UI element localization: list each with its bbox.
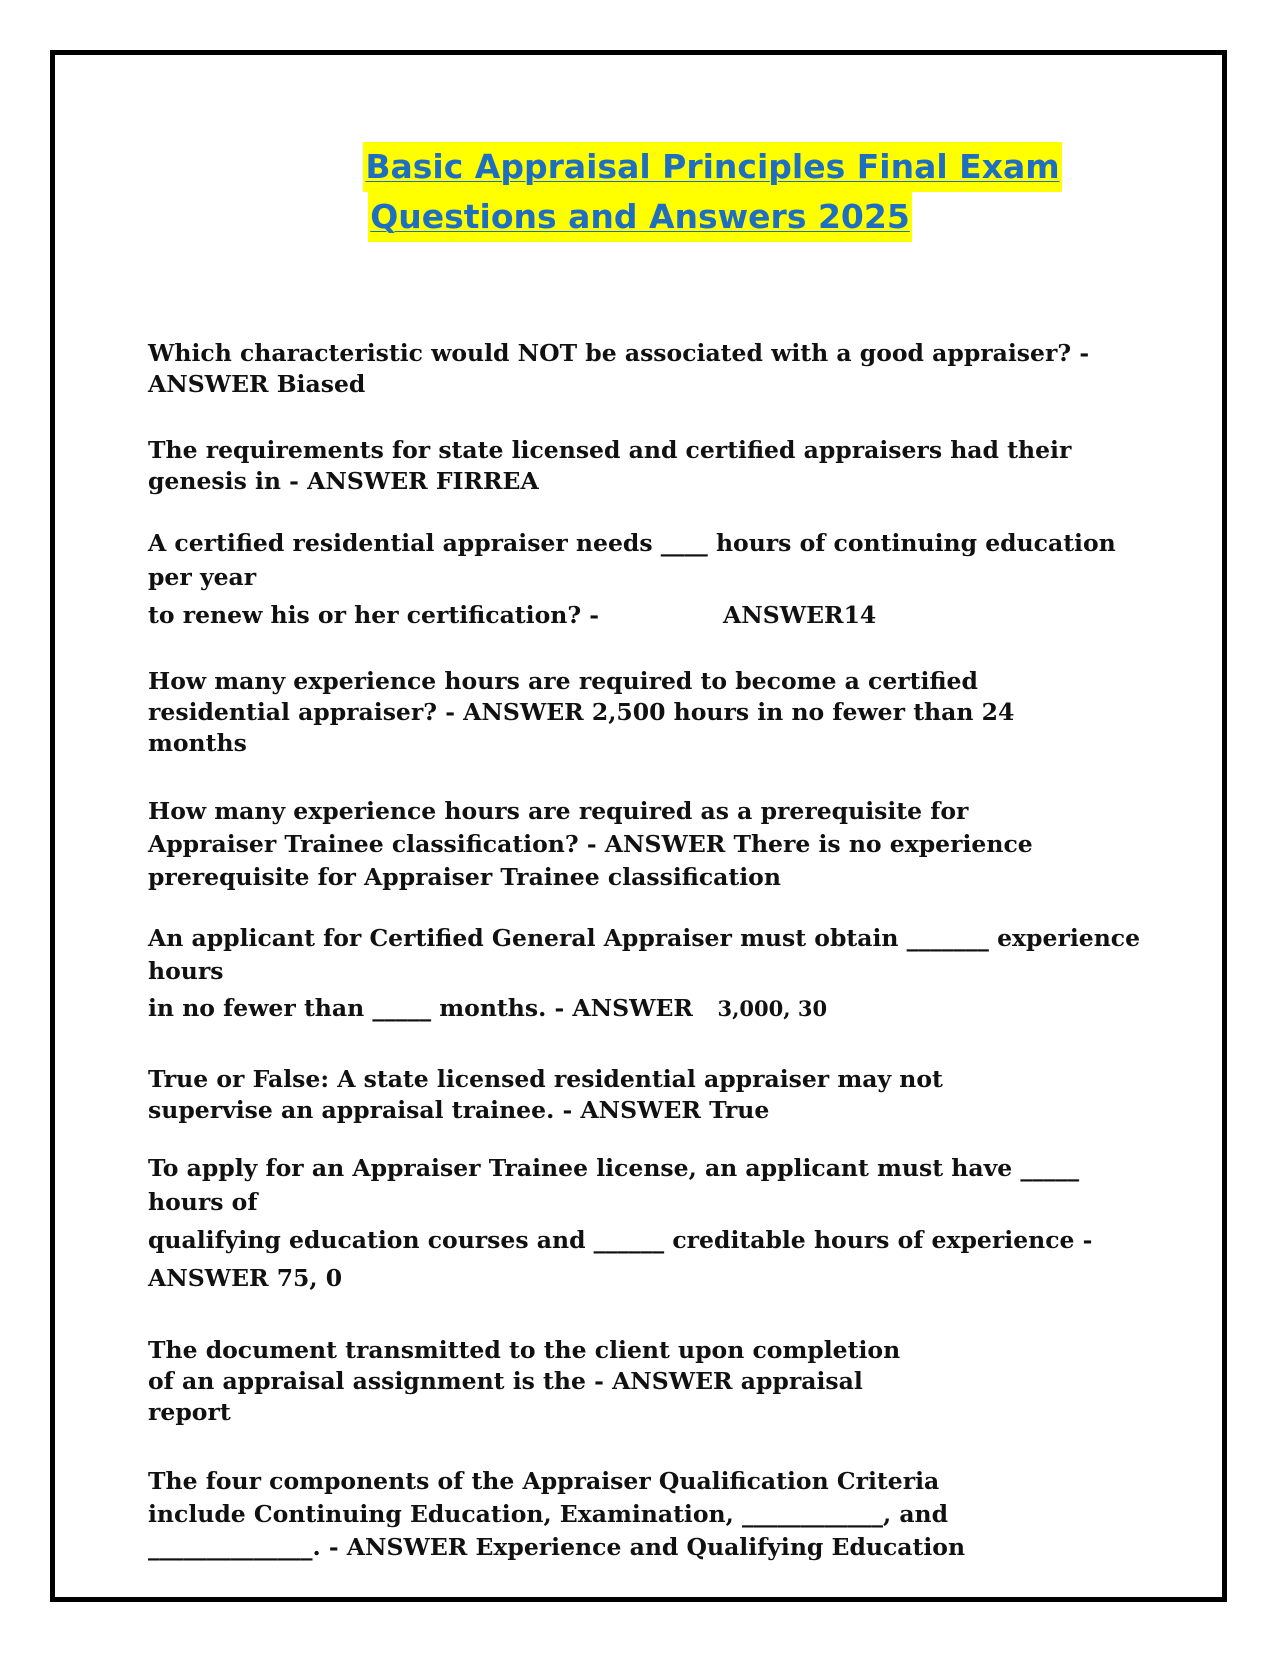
qa-item-3 xyxy=(148,526,1116,632)
answer-text: ANSWER 75, 0 xyxy=(148,1264,343,1292)
question-text: per year xyxy=(148,563,257,591)
question-text: residential appraiser? - ANSWER 2,500 hours in no fewer than 24 xyxy=(148,698,1015,726)
qa-item-7 xyxy=(148,1064,1088,1126)
question-text xyxy=(148,598,1088,632)
question-text: hours of xyxy=(148,1188,258,1216)
question-text: How many experience hours are required as a prerequisite for xyxy=(148,797,969,825)
answer-text: months xyxy=(148,729,247,757)
answer-text: ANSWER14 xyxy=(723,601,877,629)
question-text xyxy=(148,992,1088,1025)
qa-item-4 xyxy=(148,666,1088,759)
title-line-2: Questions and Answers 2025 xyxy=(368,192,912,242)
answer-text: ______________. - ANSWER Experience and Qualifying Education xyxy=(148,1533,966,1561)
qa-item-1 xyxy=(148,338,1088,400)
document-title xyxy=(0,142,1280,242)
answer-text: supervise an appraisal trainee. - ANSWER True xyxy=(148,1096,770,1124)
qa-item-6 xyxy=(148,922,1141,1025)
question-text: Which characteristic would NOT be associated with a good appraiser? - xyxy=(148,339,1090,367)
qa-item-8 xyxy=(148,1151,1093,1295)
question-text: hours xyxy=(148,957,224,985)
qa-item-10 xyxy=(148,1465,1088,1564)
title-line-1: Basic Appraisal Principles Final Exam xyxy=(363,142,1061,192)
qa-item-5 xyxy=(148,795,1033,894)
question-text: Appraiser Trainee classification? - ANSWER There is no experience xyxy=(148,830,1033,858)
question-text: A certified residential appraiser needs ____ hours of continuing education xyxy=(148,529,1116,557)
question-text: The four components of the Appraiser Qualification Criteria xyxy=(148,1467,940,1495)
answer-text: ANSWER Biased xyxy=(148,370,366,398)
question-text: of an appraisal assignment is the - ANSWER appraisal xyxy=(148,1367,863,1395)
answer-text: 3,000, 30 xyxy=(717,996,828,1021)
question-text-part: to renew his or her certification? - xyxy=(148,601,600,629)
question-text: An applicant for Certified General Appraiser must obtain _______ experience xyxy=(148,924,1141,952)
question-text: The document transmitted to the client upon completion xyxy=(148,1336,901,1364)
question-text: include Continuing Education, Examination, ____________, and xyxy=(148,1500,949,1528)
qa-item-2 xyxy=(148,435,1088,497)
question-text: To apply for an Appraiser Trainee license, an applicant must have _____ xyxy=(148,1154,1080,1182)
answer-text: genesis in - ANSWER FIRREA xyxy=(148,467,539,495)
question-text-part: in no fewer than _____ months. - ANSWER xyxy=(148,994,693,1022)
question-text: The requirements for state licensed and certified appraisers had their xyxy=(148,436,1072,464)
answer-text: report xyxy=(148,1398,231,1426)
qa-item-9 xyxy=(148,1335,1088,1428)
question-text: True or False: A state licensed residential appraiser may not xyxy=(148,1065,943,1093)
question-text: How many experience hours are required to become a certified xyxy=(148,667,978,695)
question-text: qualifying education courses and ______ creditable hours of experience - xyxy=(148,1226,1093,1254)
answer-text: prerequisite for Appraiser Trainee classification xyxy=(148,863,781,891)
